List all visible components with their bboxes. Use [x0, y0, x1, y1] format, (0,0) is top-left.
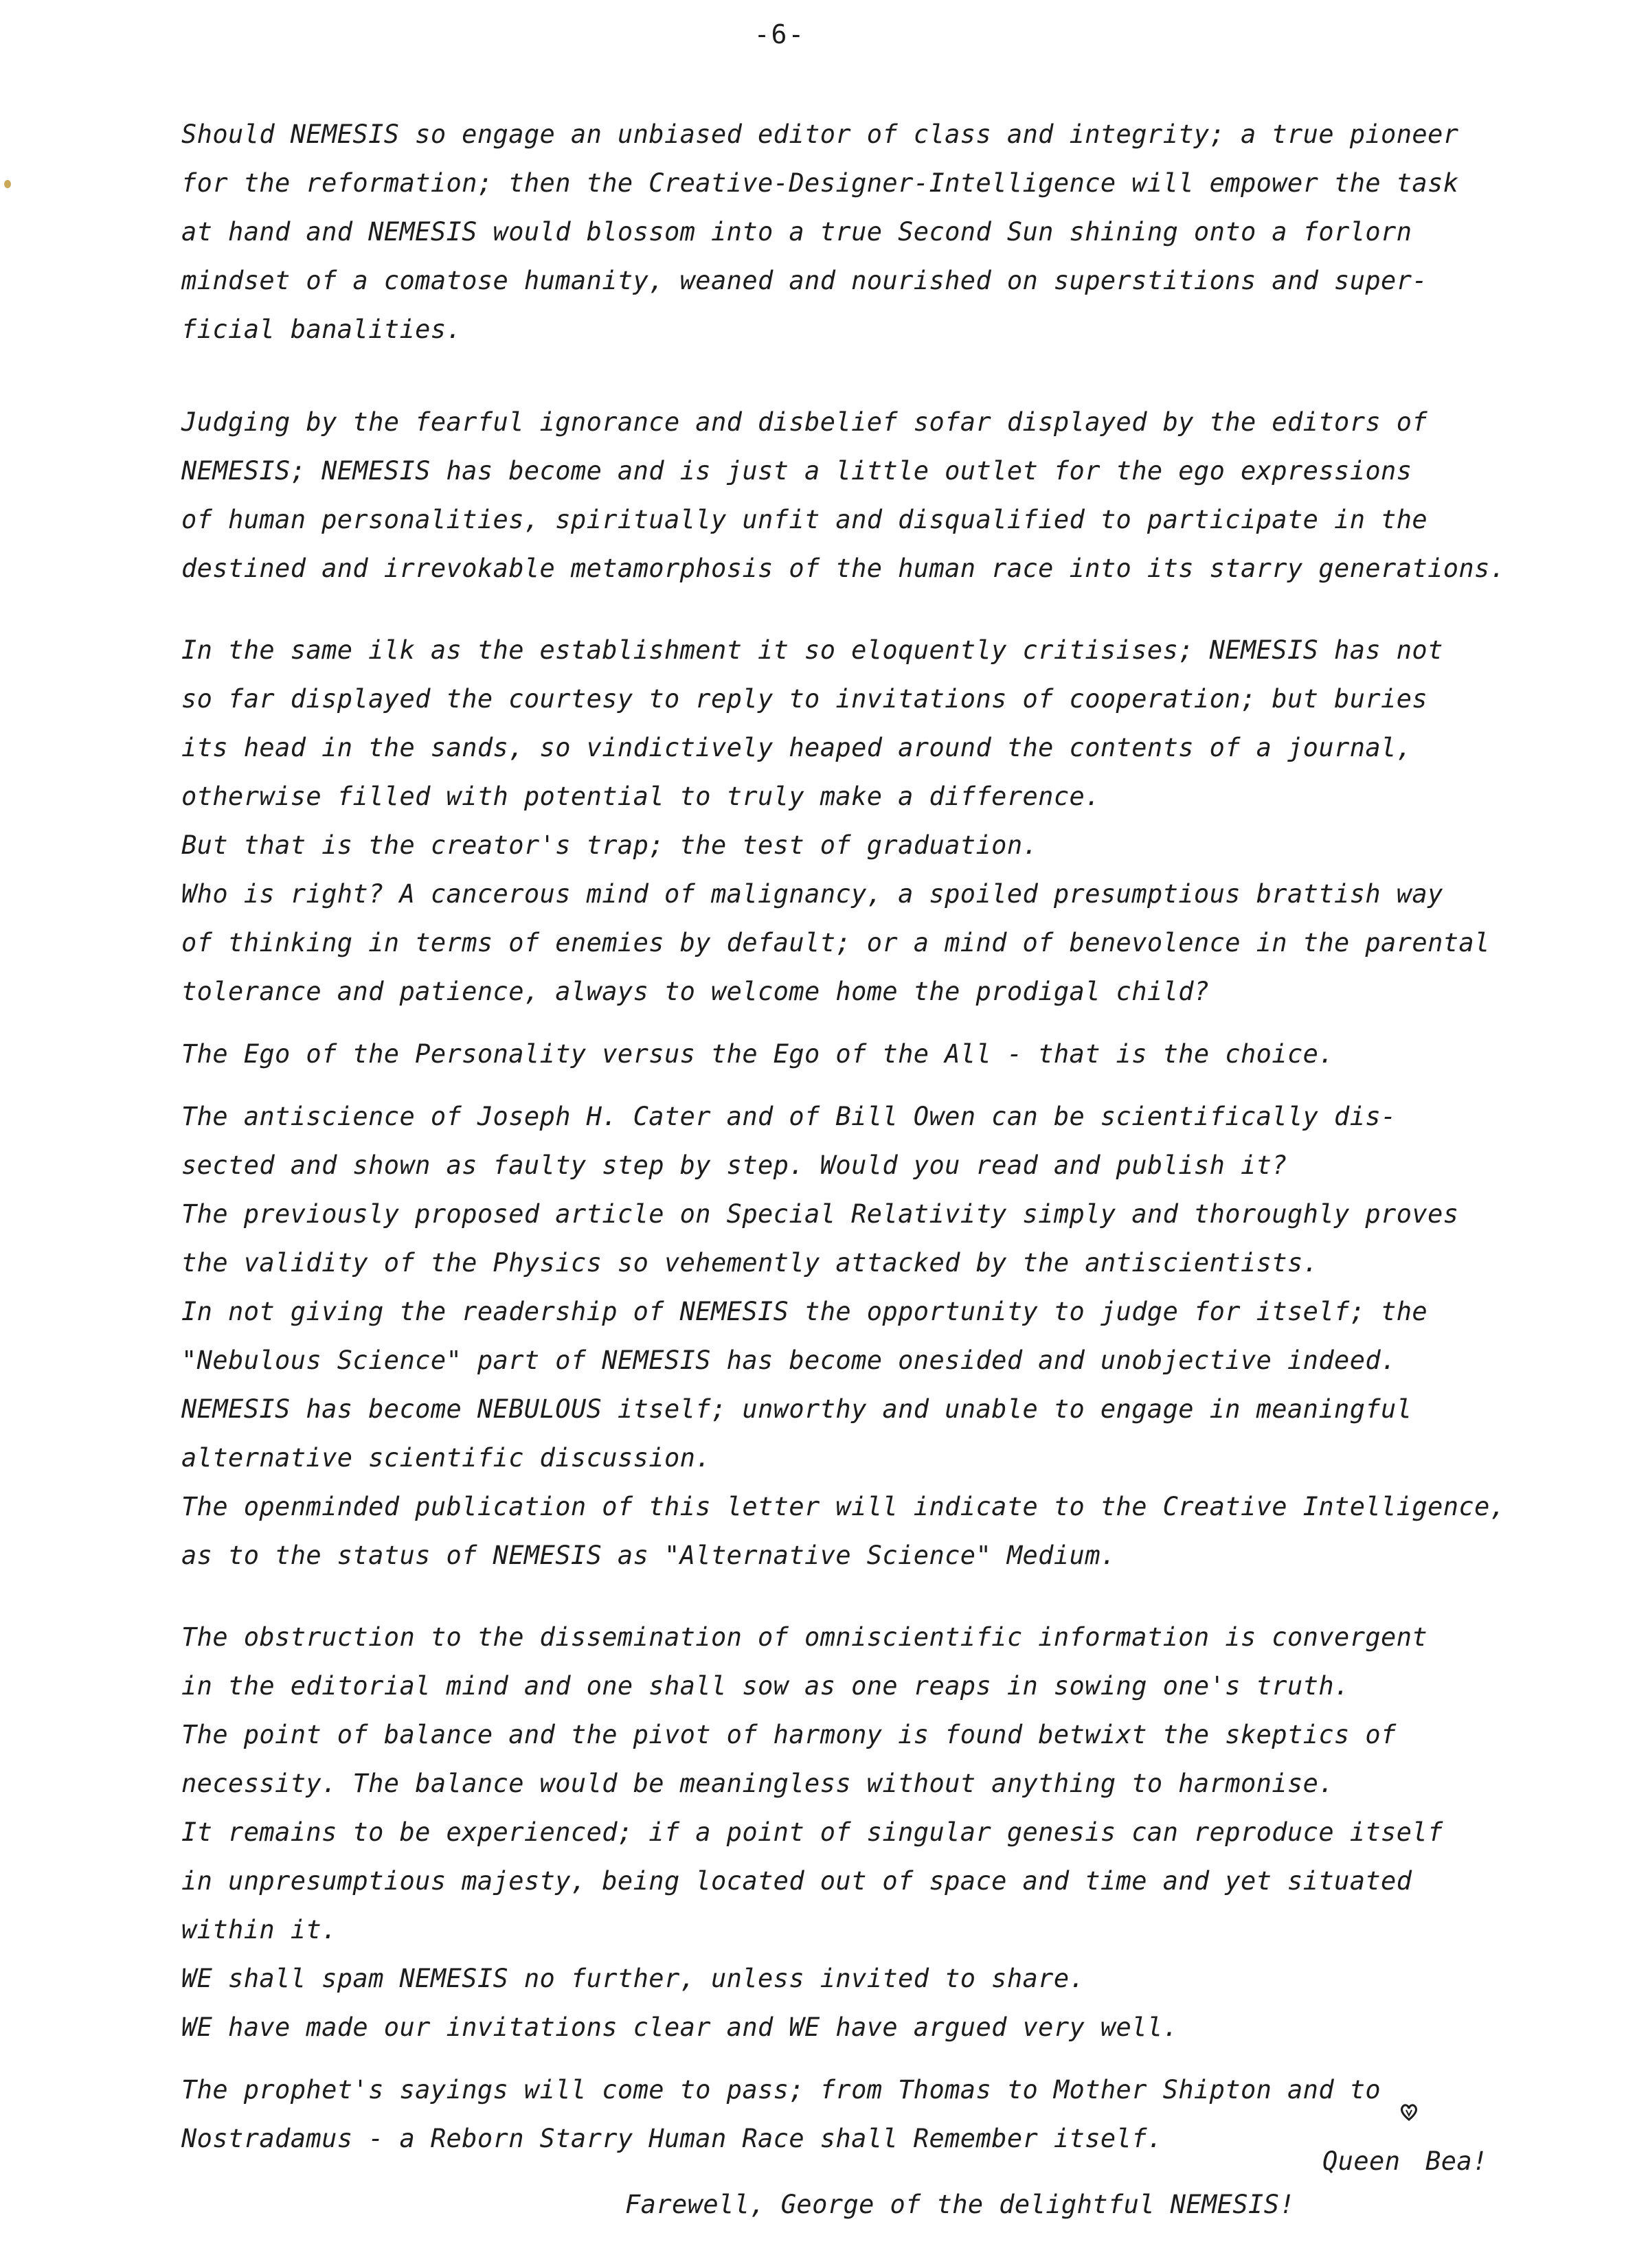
text-line: The antiscience of Joseph H. Cater and of Bill Owen can be scientifically dis-: [181, 1102, 1397, 1131]
text-line: sected and shown as faulty step by step. Would you read and publish it?: [181, 1150, 1287, 1180]
signature: Queen Bea!: [1322, 2146, 1488, 2176]
text-line: the validity of the Physics so vehemently attacked by the antiscientists.: [181, 1248, 1319, 1278]
paragraph: [181, 1092, 1596, 1580]
text-line: of thinking in terms of enemies by default; or a mind of benevolence in the parental: [181, 928, 1490, 957]
text-line: In the same ilk as the establishment it so eloquently critisises; NEMESIS has not: [181, 635, 1443, 665]
text-line: Nostradamus - a Reborn Starry Human Race shall Remember itself.: [181, 2124, 1163, 2153]
letter-body: [181, 110, 1596, 2163]
text-line: at hand and NEMESIS would blossom into a true Second Sun shining onto a forlorn: [181, 217, 1412, 247]
text-line: Judging by the fearful ignorance and disbelief sofar displayed by the editors of: [181, 407, 1428, 437]
paragraph: [181, 398, 1596, 593]
text-line: otherwise filled with potential to truly make a difference.: [181, 782, 1100, 811]
text-line: alternative scientific discussion.: [181, 1443, 711, 1473]
text-line: necessity. The balance would be meaningless without anything to harmonise.: [181, 1769, 1335, 1798]
text-line: ficial banalities.: [181, 315, 462, 344]
text-line: The openminded publication of this letter will indicate to the Creative Intelligence,: [181, 1492, 1506, 1521]
text-line: in the editorial mind and one shall sow as one reaps in sowing one's truth.: [181, 1671, 1350, 1701]
text-line: of human personalities, spiritually unfit and disqualified to participate in the: [181, 505, 1428, 534]
text-line: mindset of a comatose humanity, weaned and nourished on superstitions and super-: [181, 266, 1428, 295]
text-line: for the reformation; then the Creative-Designer-Intelligence will empower the task: [181, 168, 1459, 198]
text-line: The point of balance and the pivot of harmony is found betwixt the skeptics of: [181, 1720, 1397, 1749]
text-line: The Ego of the Personality versus the Ego of the All - that is the choice.: [181, 1039, 1335, 1069]
text-line: destined and irrevokable metamorphosis of the human race into its starry generations.: [181, 554, 1506, 583]
text-line: But that is the creator's trap; the test of graduation.: [181, 830, 1039, 860]
text-line: so far displayed the courtesy to reply to invitations of cooperation; but buries: [181, 684, 1428, 714]
text-line: The prophet's sayings will come to pass; from Thomas to Mother Shipton and to: [181, 2075, 1381, 2105]
heart-icon: [1399, 2102, 1419, 2122]
text-line: WE shall spam NEMESIS no further, unless invited to share.: [181, 1964, 1085, 1993]
paragraph: [181, 626, 1596, 1016]
text-line: its head in the sands, so vindictively heaped around the contents of a journal,: [181, 733, 1412, 762]
text-line: The previously proposed article on Special Relativity simply and thoroughly proves: [181, 1199, 1459, 1229]
paper-speck: [4, 180, 11, 188]
text-line: NEMESIS; NEMESIS has become and is just a little outlet for the ego expressions: [181, 456, 1412, 486]
text-line: "Nebulous Science" part of NEMESIS has become onesided and unobjective indeed.: [181, 1346, 1397, 1375]
text-line: Should NEMESIS so engage an unbiased editor of class and integrity; a true pioneer: [181, 120, 1459, 149]
text-line: In not giving the readership of NEMESIS the opportunity to judge for itself; the: [181, 1297, 1428, 1326]
paragraph: [181, 110, 1596, 354]
text-line: It remains to be experienced; if a point of singular genesis can reproduce itself: [181, 1817, 1443, 1847]
text-line: The obstruction to the dissemination of omniscientific information is convergent: [181, 1622, 1428, 1652]
text-line: WE have made our invitations clear and WE have argued very well.: [181, 2012, 1179, 2042]
farewell-line: Farewell, George of the delightful NEMESIS!: [625, 2190, 1296, 2219]
page-number: -6-: [754, 19, 806, 49]
text-line: tolerance and patience, always to welcome home the prodigal child?: [181, 977, 1210, 1006]
text-line: as to the status of NEMESIS as "Alternative Science" Medium.: [181, 1541, 1116, 1570]
text-line: within it.: [181, 1915, 337, 1944]
paragraph: [181, 1613, 1596, 2052]
text-line: Who is right? A cancerous mind of malignancy, a spoiled presumptious brattish way: [181, 879, 1443, 909]
paragraph: [181, 1030, 1596, 1078]
text-line: in unpresumptious majesty, being located out of space and time and yet situated: [181, 1866, 1412, 1896]
text-line: NEMESIS has become NEBULOUS itself; unworthy and unable to engage in meaningful: [181, 1394, 1412, 1424]
